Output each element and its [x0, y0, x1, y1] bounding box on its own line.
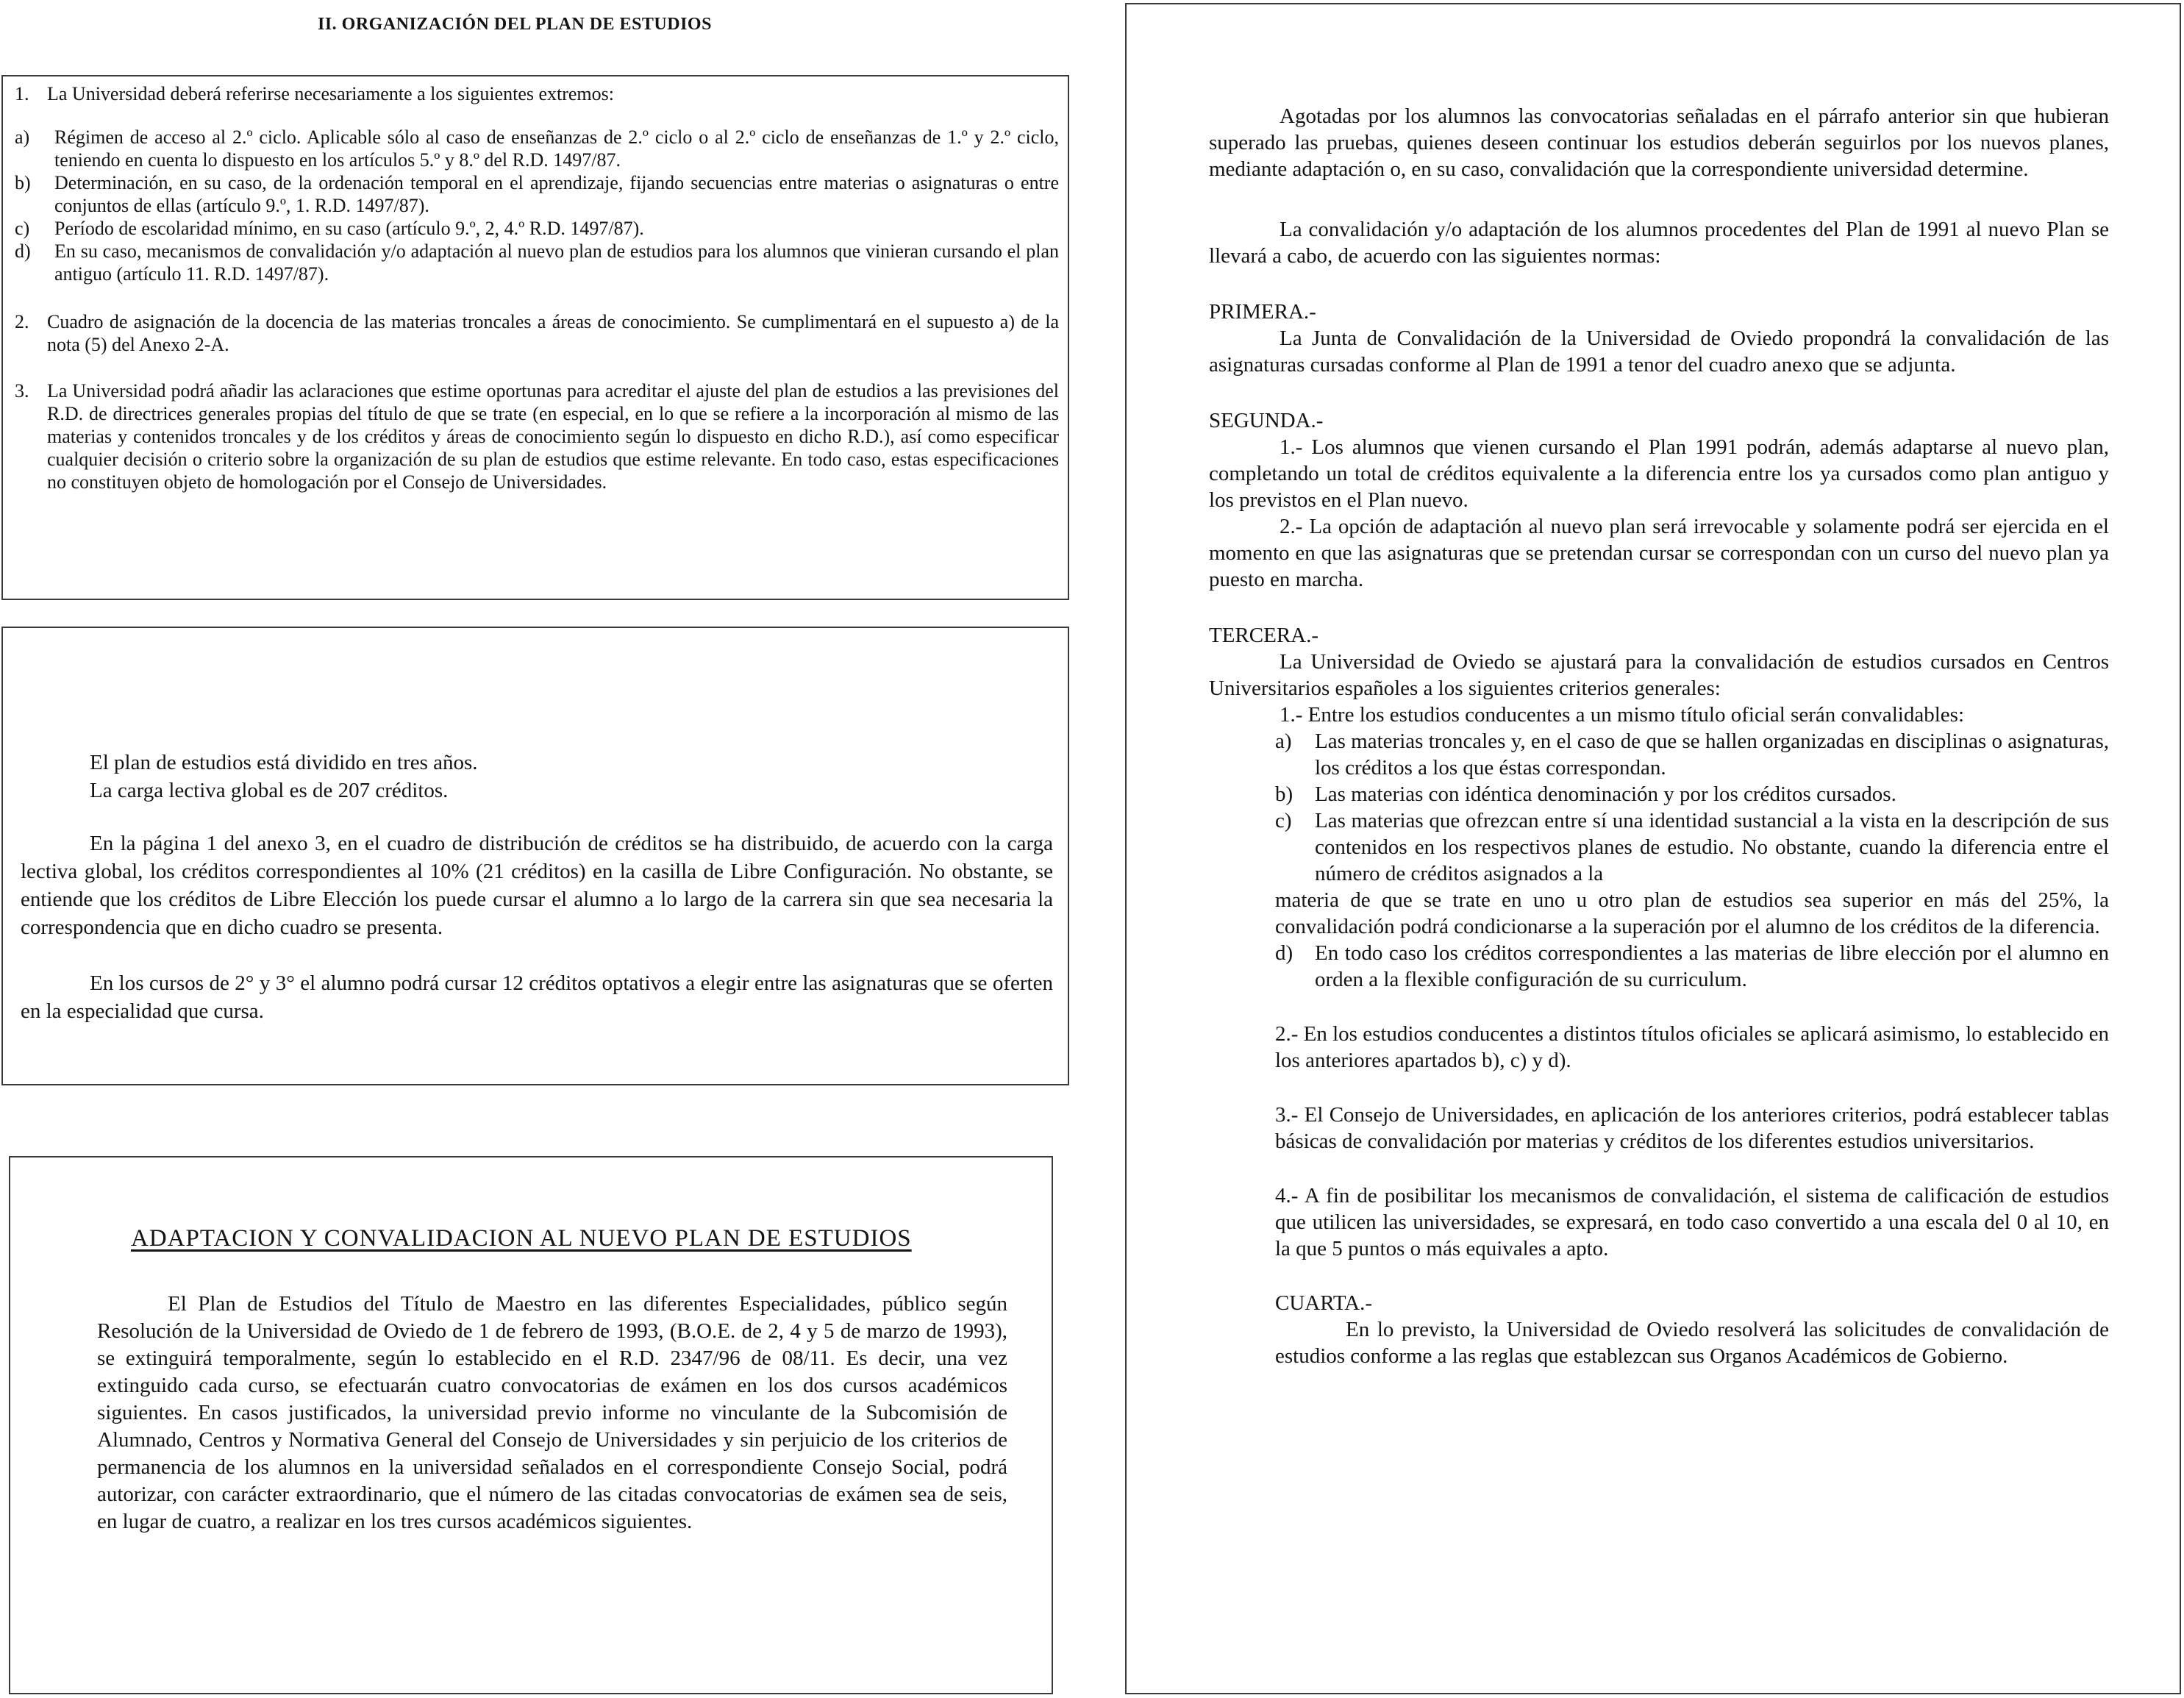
subitem-a: [15, 126, 1059, 171]
item-3-marker: 3.: [15, 380, 29, 402]
intro-paragraph-1: Agotadas por los alumnos las convocatorias señaladas en el párrafo anterior sin que hubieran superado las pruebas, quienes deseen continuar los estudios deberán seguirlos por los nuevos planes, mediante adaptación o, en su caso, convalidación que la correspondiente universidad determine.: [1209, 104, 2109, 181]
subitem-b: [15, 171, 1059, 217]
item-3: [15, 379, 1059, 493]
credits-paragraph: En la página 1 del anexo 3, en el cuadro de distribución de créditos se ha distribuido, de acuerdo con la carga lectiva global, los créditos correspondientes al 10% (21 créditos) en la casilla de Libre Configuración. No obstante, se entiende que los créditos de Libre Elección los puede cursar el alumno a lo largo de la carrera sin que sea necesaria la correspondencia que en dicho cuadro se presenta.: [21, 832, 1053, 939]
load-line: La carga lectiva global es de 207 créditos.: [90, 779, 449, 802]
cuarta-heading: CUARTA.-: [1275, 1291, 1373, 1315]
tercera-item-a: [1275, 728, 2109, 781]
item-2: [15, 310, 1059, 356]
tercera-item-d: [1275, 940, 2109, 993]
tercera-item-c-continuation: materia de que se trate en uno u otro plan de estudios sea superior en más del 25%, la convalidación podrá condicionarse a la superación por el alumno de los créditos de la diferencia.: [1275, 888, 2109, 938]
norms-box: [1125, 3, 2181, 1694]
item-3-text: La Universidad podrá añadir las aclaraciones que estime oportunas para acreditar el ajuste del plan de estudios a las previsiones del R.D. de directrices generales propias del título de que se trate (en especial, en lo que se refiere a la incorporación al mismo de las materias y contenidos troncales y de los créditos y áreas de conocimiento según lo dispuesto en dicho R.D.), así como especificar cualquier decisión o criterio sobre la organización de su plan de estudios que estime relevante. En todo caso, estas especificaciones no constituyen objeto de homologación por el Consejo de Universidades.: [47, 380, 1059, 493]
tercera-item-c-text: Las materias que ofrezcan entre sí una identidad sustancial a la vista en la descripción de sus contenidos en los respectivos planes de estudio. No obstante, cuando la diferencia entre el número de créditos asignados a la: [1315, 809, 2109, 885]
subitem-b-text: Determinación, en su caso, de la ordenación temporal en el aprendizaje, fijando secuencias entre materias o asignaturas o entre conjuntos de ellas (artículo 9.º, 1. R.D. 1497/87).: [54, 172, 1059, 216]
subitem-d: [15, 240, 1059, 285]
tercera-heading: TERCERA.-: [1209, 624, 1319, 647]
tercera-point-2: 2.- En los estudios conducentes a distintos títulos oficiales se aplicará asimismo, lo establecido en los anteriores apartados b), c) y d).: [1275, 1022, 2109, 1072]
tercera-item-c-marker: c): [1275, 809, 1292, 832]
item-1-marker: 1.: [15, 83, 29, 104]
subitem-b-marker: b): [15, 172, 31, 193]
tercera-item-b-text: Las materias con idéntica denominación y por los créditos cursados.: [1315, 782, 1896, 806]
item-1: [15, 82, 1059, 105]
primera-heading: PRIMERA.-: [1209, 300, 1316, 324]
tercera-item-a-marker: a): [1275, 730, 1292, 753]
adaptation-box: [9, 1156, 1053, 1694]
segunda-point-2: 2.- La opción de adaptación al nuevo plan será irrevocable y solamente podrá ser ejercida en el momento en que las asignaturas que se pretendan cursar se correspondan con un curso del nuevo plan ya puesto en marcha.: [1209, 515, 2109, 591]
credits-box: [1, 627, 1069, 1085]
intro-paragraph-2: La convalidación y/o adaptación de los alumnos procedentes del Plan de 1991 al nuevo Plan se llevará a cabo, de acuerdo con las siguientes normas:: [1209, 218, 2109, 268]
segunda-point-1: 1.- Los alumnos que vienen cursando el Plan 1991 podrán, además adaptarse al nuevo plan, completando un total de créditos equivalente a la diferencia entre los ya cursados como plan antiguo y los previstos en el Plan nuevo.: [1209, 435, 2109, 512]
subitem-c-marker: c): [15, 218, 30, 239]
adaptation-paragraph: El Plan de Estudios del Título de Maestro en las diferentes Especialidades, público según Resolución de la Universidad de Oviedo de 1 de febrero de 1993, (B.O.E. de 2, 4 y 5 de marzo de 1993), se extinguirá temporalmente, según lo establecido en el R.D. 2347/96 de 08/11. Es decir, una vez extinguido cada curso, se efectuarán cuatro convocatorias de exámen en los dos cursos académicos siguientes. En casos justificados, la universidad previo informe no vinculante de la Subcomisión de Alumnado, Centros y Normativa General del Consejo de Universidades y sin perjuicio de los criterios de permanencia de los alumnos en la universidad señalados en el correspondiente Consejo Social, podrá autorizar, con carácter extraordinario, que el número de las citadas convocatorias de exámen sea de seis, en lugar de cuatro, a realizar en los tres cursos académicos siguientes.: [97, 1292, 1007, 1533]
item-2-text: Cuadro de asignación de la docencia de las materias troncales a áreas de conocimiento. Se cumplimentará en el supuesto a) de la nota (5) del Anexo 2-A.: [47, 311, 1059, 355]
subitem-d-marker: d): [15, 240, 31, 262]
adaptation-title: ADAPTACION Y CONVALIDACION AL NUEVO PLAN DE ESTUDIOS: [131, 1225, 912, 1252]
tercera-point-3: 3.- El Consejo de Universidades, en aplicación de los anteriores criterios, podrá establecer tablas básicas de convalidación por materias y créditos de los diferentes estudios universitarios.: [1275, 1103, 2109, 1153]
tercera-item-d-marker: d): [1275, 941, 1293, 965]
tercera-item-a-text: Las materias troncales y, en el caso de que se hallen organizadas en disciplinas o asignaturas, los créditos a los que éstas correspondan.: [1315, 730, 2109, 780]
subitem-a-text: Régimen de acceso al 2.º ciclo. Aplicable sólo al caso de enseñanzas de 2.º ciclo o al 2.º ciclo de enseñanzas de 1.º y 2.º ciclo, teniendo en cuenta lo dispuesto en los artículos 5.º y 8.º del R.D. 1497/87.: [54, 126, 1059, 171]
optional-credits-paragraph: En los cursos de 2° y 3° el alumno podrá cursar 12 créditos optativos a elegir entre las asignaturas que se oferten en la especialidad que cursa.: [21, 971, 1053, 1023]
tercera-item-b-marker: b): [1275, 782, 1293, 806]
tercera-point-4: 4.- A fin de posibilitar los mecanismos de convalidación, el sistema de calificación de estudios que utilicen las universidades, se expresará, en todo caso convertido a una escala del 0 al 10, en la que 5 puntos o más equivales a apto.: [1275, 1184, 2109, 1260]
years-line: El plan de estudios está dividido en tres años.: [90, 751, 478, 774]
item-1-text: La Universidad deberá referirse necesariamente a los siguientes extremos:: [47, 83, 614, 104]
primera-text: La Junta de Convalidación de la Universidad de Oviedo propondrá la convalidación de las asignaturas cursadas conforme al Plan de 1991 a tenor del cuadro anexo que se adjunta.: [1209, 327, 2109, 377]
tercera-item-c: [1275, 807, 2109, 887]
segunda-heading: SEGUNDA.-: [1209, 409, 1324, 432]
subitem-c: [15, 217, 1059, 240]
tercera-text: La Universidad de Oviedo se ajustará para la convalidación de estudios cursados en Centros Universitarios españoles a los siguientes criterios generales:: [1209, 650, 2109, 700]
tercera-item-d-text: En todo caso los créditos correspondientes a las materias de libre elección por el alumno en orden a la flexible configuración de su curriculum.: [1315, 941, 2109, 991]
tercera-point-1: 1.- Entre los estudios conducentes a un mismo título oficial serán convalidables:: [1280, 703, 1965, 727]
item-2-marker: 2.: [15, 311, 29, 332]
subitem-a-marker: a): [15, 126, 30, 148]
subitem-c-text: Período de escolaridad mínimo, en su caso (artículo 9.º, 2, 4.º R.D. 1497/87).: [54, 218, 644, 239]
subitem-d-text: En su caso, mecanismos de convalidación y/o adaptación al nuevo plan de estudios para los alumnos que vinieran cursando el plan antiguo (artículo 11. R.D. 1497/87).: [54, 240, 1059, 285]
cuarta-text: En lo previsto, la Universidad de Oviedo resolverá las solicitudes de convalidación de estudios conforme a las reglas que establezcan sus Organos Académicos de Gobierno.: [1275, 1318, 2109, 1368]
organization-box: [1, 75, 1069, 600]
tercera-item-b: [1275, 781, 2109, 807]
section-title: II. ORGANIZACIÓN DEL PLAN DE ESTUDIOS: [318, 15, 712, 34]
